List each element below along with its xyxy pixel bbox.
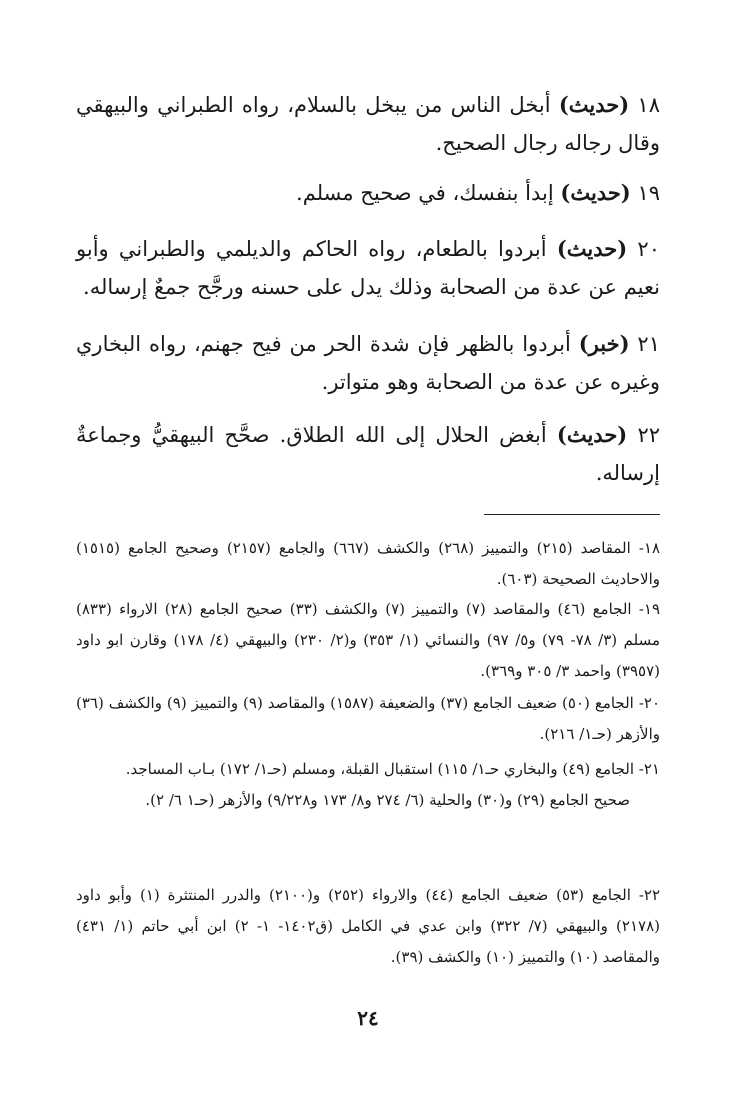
- hadith-entry-20: [76, 230, 660, 306]
- footnote-21: [76, 754, 660, 816]
- footnote-text: الجامع (٥٠) ضعيف الجامع (٣٧) والضعيفة (١٥٨٧) والمقاصد (٩) والتمييز (٩) والكشف (٣٦) والأزهر (حـ١/ ٢١٦).: [76, 694, 660, 743]
- hadith-entry-19: [76, 174, 660, 212]
- footnote-18: [76, 533, 660, 595]
- footnote-divider: [484, 514, 660, 515]
- entry-label: (خبر): [578, 331, 630, 356]
- entry-label: (حديث): [560, 180, 631, 205]
- footnote-number: ١٨-: [638, 539, 661, 557]
- hadith-entry-22: [76, 416, 660, 492]
- entry-text: أبردوا بالطعام، رواه الحاكم والديلمي والطبراني وأبو نعيم عن عدة من الصحابة وذلك يدل على حسنه ورجَّح جمعٌ إرساله.: [76, 237, 660, 299]
- footnote-text: الجامع (٥٣) ضعيف الجامع (٤٤) والارواء (٢٥٢) و(٢١٠٠) والدرر المنتثرة (١) وأبو داود (٢١٧٨) والبيهقي (٧/ ٣٢٢) وابن عدي في الكامل (ق١٤٠٢- ١- ٢) ابن أبي حاتم (١/ ٤٣١) والمقاصد (١٠) والتمييز (١٠) والكشف (٣٩).: [76, 886, 660, 966]
- page-number: ٢٤: [357, 1006, 379, 1030]
- hadith-entry-21: [76, 325, 660, 401]
- entry-label: (حديث): [556, 422, 628, 447]
- footnote-number: ٢١-: [638, 760, 660, 778]
- footnote-19: [76, 594, 660, 687]
- entry-text: أبخل الناس من يبخل بالسلام، رواه الطبراني والبيهقي وقال رجاله رجال الصحيح.: [76, 93, 660, 155]
- entry-text: أبغض الحلال إلى الله الطلاق. صحَّح البيهقيُّ وجماعةٌ إرساله.: [76, 423, 660, 485]
- entry-text: أبردوا بالظهر فإن شدة الحر من فيح جهنم، رواه البخاري وغيره عن عدة من الصحابة وهو متواتر.: [76, 332, 660, 394]
- entry-label: (حديث): [558, 92, 630, 117]
- entry-number: ٢٢: [637, 423, 660, 447]
- entry-number: ٢٠: [637, 237, 660, 261]
- entry-number: ٢١: [637, 332, 660, 356]
- footnote-number: ٢٠-: [638, 694, 661, 712]
- entry-number: ١٩: [637, 181, 660, 205]
- entry-number: ١٨: [637, 93, 660, 117]
- footnote-number: ٢٢-: [638, 886, 661, 904]
- footnote-number: ١٩-: [638, 600, 661, 618]
- hadith-entry-18: [76, 86, 660, 162]
- footnote-22: [76, 880, 660, 973]
- footnote-continuation: صحيح الجامع (٢٩) و(٣٠) والحلية (٦/ ٢٧٤ و٨/ ١٧٣ و٩/٢٢٨) والأزهر (حـ١ ٦/ ٢).: [145, 791, 630, 809]
- footnote-20: [76, 688, 660, 750]
- footnote-text: الجامع (٤٦) والمقاصد (٧) والتمييز (٧) والكشف (٣٣) صحيح الجامع (٢٨) الارواء (٨٣٣) مسلم (٣/ ٧٨- ٧٩) و٥/ ٩٧) والنسائي (١/ ٣٥٣) و(٢/ ٢٣٠) والبيهقي (٤/ ١٧٨) وقارن ابو داود (٣٩٥٧) واحمد ٣/ ٣٠٥ و٣٦٩).: [76, 600, 660, 680]
- entry-text: إبدأ بنفسك، في صحيح مسلم.: [296, 181, 554, 205]
- footnote-text: المقاصد (٢١٥) والتمييز (٢٦٨) والكشف (٦٦٧) والجامع (٢١٥٧) وصحيح الجامع (١٥١٥) والاحاديث الصحيحة (٦٠٣).: [76, 539, 660, 588]
- entry-label: (حديث): [556, 236, 628, 261]
- footnote-text: الجامع (٤٩) والبخاري حـ١/ ١١٥) استقبال القبلة، ومسلم (حـ١/ ١٧٢) بـاب المساجد.: [125, 760, 635, 778]
